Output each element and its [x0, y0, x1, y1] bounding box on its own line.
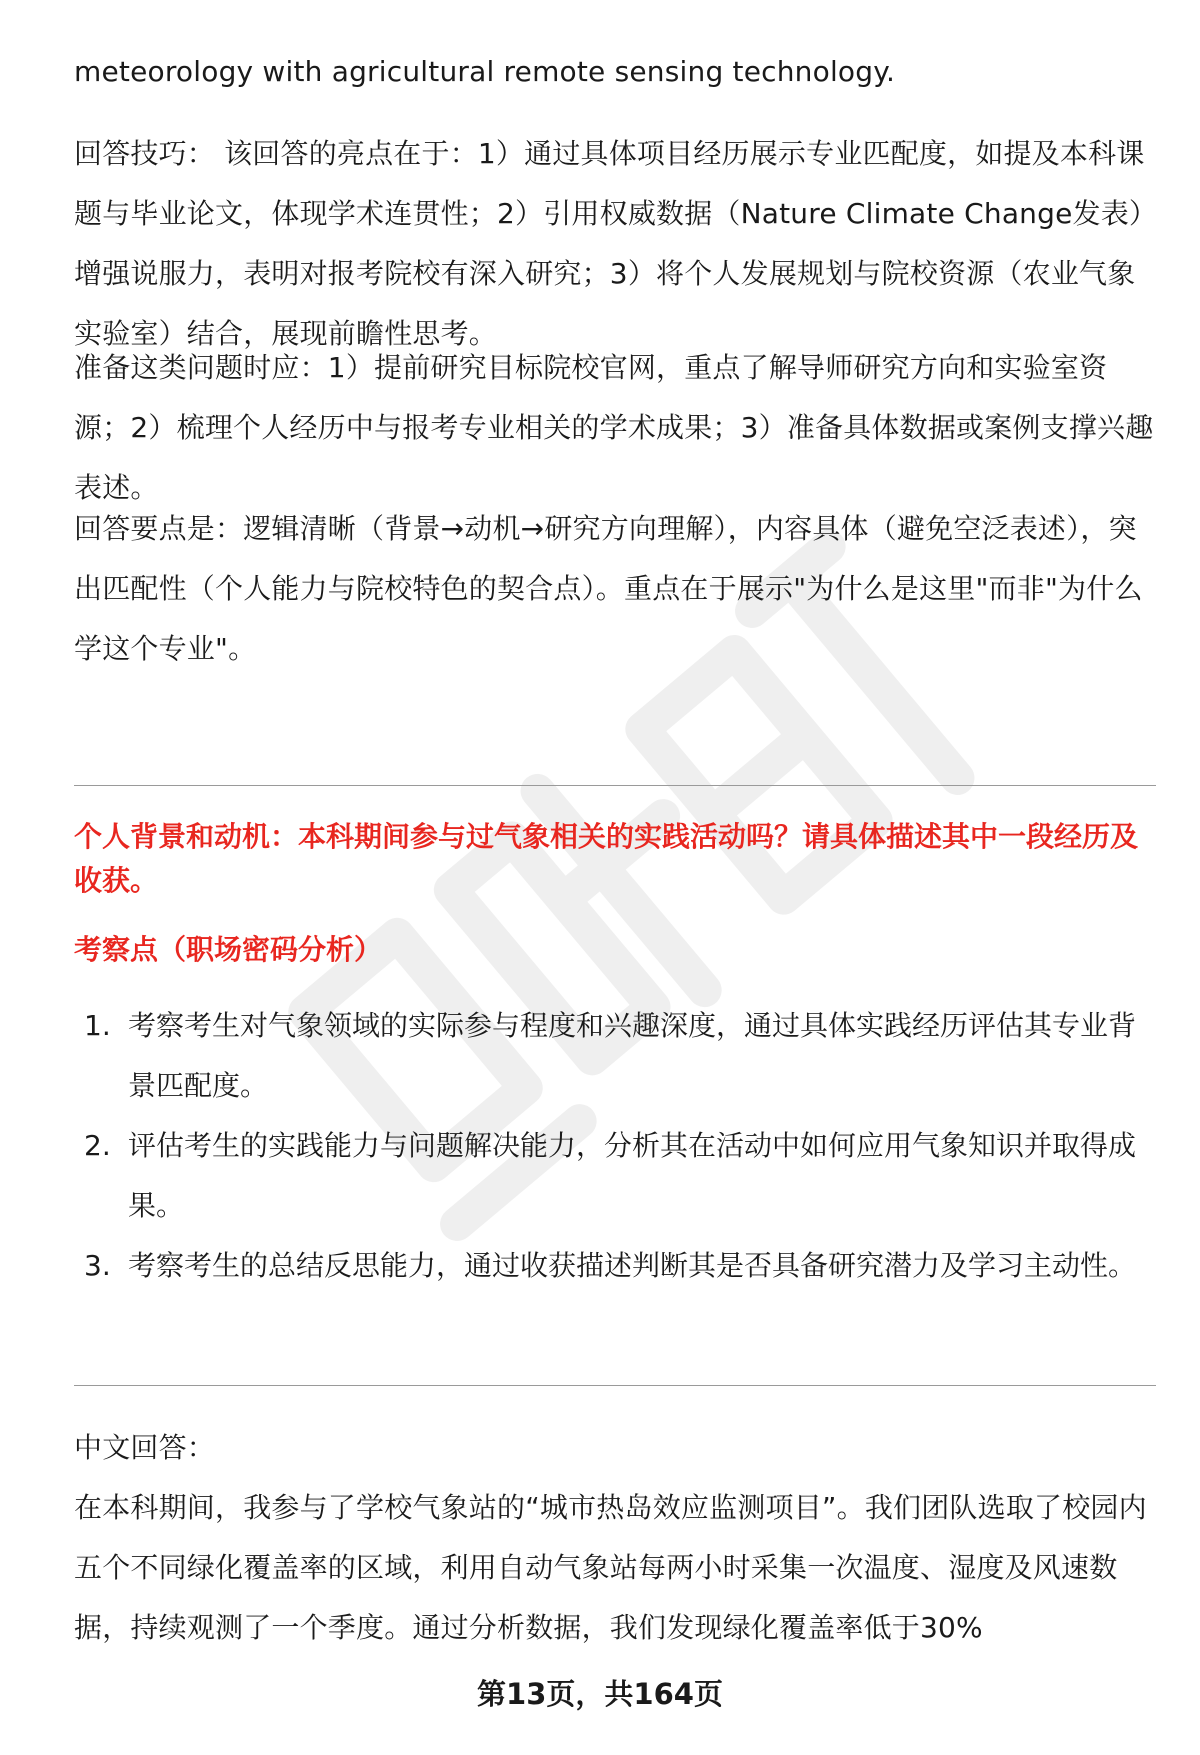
analysis-heading: 考察点（职场密码分析）: [74, 933, 383, 966]
answer-text: 在本科期间，我参与了学校气象站的“城市热岛效应监测项目”。我们团队选取了校园内五个不同绿化覆盖率的区域，利用自动气象站每两小时采集一次温度、湿度及风速数据，持续观测了一个季度。通过分析数据，我们发现绿化覆盖率低于30%: [74, 1491, 1147, 1644]
keypoints-paragraph: 回答要点是：逻辑清晰（背景→动机→研究方向理解），内容具体（避免空泛表述），突出匹配性（个人能力与院校特色的契合点）。重点在于展示"为什么是这里"而非"为什么学这个专业"。: [74, 512, 1143, 665]
list-number: 1.: [84, 1009, 111, 1042]
list-text: 考察考生对气象领域的实际参与程度和兴趣深度，通过具体实践经历评估其专业背景匹配度。: [128, 1009, 1137, 1102]
list-text: 评估考生的实践能力与问题解决能力，分析其在活动中如何应用气象知识并取得成果。: [128, 1129, 1137, 1222]
answer-label: 中文回答：: [74, 1431, 216, 1464]
list-number: 2.: [84, 1129, 111, 1162]
document-page: [74, 0, 1156, 1755]
top-continuation-line: meteorology with agricultural remote sensing technology.: [74, 55, 896, 88]
page-number-footer: 第13页，共164页: [477, 1677, 723, 1711]
prep-paragraph: 准备这类问题时应：1）提前研究目标院校官网，重点了解导师研究方向和实验室资源；2）梳理个人经历中与报考专业相关的学术成果；3）准备具体数据或案例支撑兴趣表述。: [74, 351, 1154, 504]
tips-paragraph: 回答技巧： 该回答的亮点在于：1）通过具体项目经历展示专业匹配度，如提及本科课题与毕业论文，体现学术连贯性；2）引用权威数据（Nature Climate Change发表）增强说服力，表明对报考院校有深入研究；3）将个人发展规划与院校资源（农业气象实验室）结合，展现前瞻性思考。: [74, 137, 1145, 350]
question-heading: 个人背景和动机：本科期间参与过气象相关的实践活动吗？请具体描述其中一段经历及收获。: [74, 820, 1139, 897]
list-text: 考察考生的总结反思能力，通过收获描述判断其是否具备研究潜力及学习主动性。: [128, 1249, 1137, 1282]
list-number: 3.: [84, 1249, 111, 1282]
section-divider-top: [74, 785, 1156, 786]
section-divider-bottom: [74, 1385, 1156, 1386]
